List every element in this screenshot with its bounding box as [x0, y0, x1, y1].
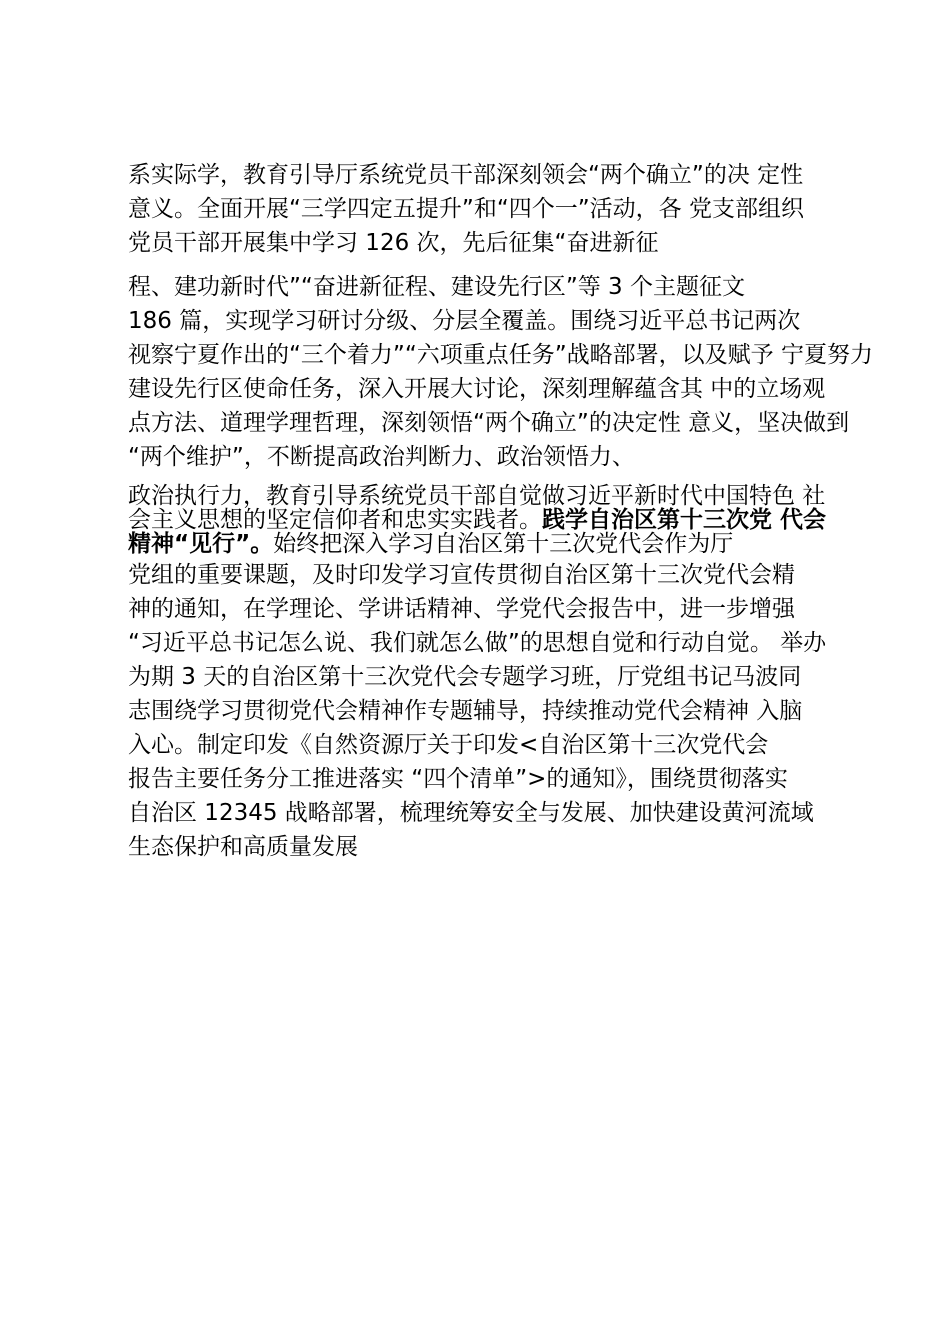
body-line: 党员干部开展集中学习 126 次，先后征集“奋进新征 — [128, 230, 659, 256]
body-line: 系实际学，教育引导厅系统党员干部深刻领会“两个确立”的决 定性 — [128, 162, 804, 188]
body-line: 意义。全面开展“三学四定五提升”和“四个一”活动，各 党支部组织 — [128, 196, 804, 222]
body-line: 建设先行区使命任务，深入开展大讨论，深刻理解蕴含其 中的立场观 — [128, 376, 826, 402]
body-line: 程、建功新时代”“奋进新征程、建设先行区”等 3 个主题征文 — [128, 274, 746, 300]
body-line — [128, 532, 858, 556]
body-line: 视察宁夏作出的“三个着力”“六项重点任务”战略部署，以及赋予 宁夏努力 — [128, 342, 873, 368]
body-line: 党组的重要课题，及时印发学习宣传贯彻自治区第十三次党代会精 — [128, 562, 795, 588]
body-line: 入心。制定印发《自然资源厅关于印发<自治区第十三次党代会 — [128, 732, 769, 758]
document-body — [128, 158, 873, 864]
body-line: 政治执行力，教育引导系统党员干部自觉做习近平新时代中国特色 社 — [128, 483, 826, 509]
section-heading: 精神“见行”。 — [128, 531, 274, 557]
body-line: 报告主要任务分工推进落实 “四个清单”>的通知》，围绕贯彻落实 — [128, 766, 788, 792]
body-line: “习近平总书记怎么说、我们就怎么做”的思想自觉和行动自觉。 举办 — [128, 630, 827, 656]
body-line: 186 篇，实现学习研讨分级、分层全覆盖。围绕习近平总书记两次 — [128, 308, 801, 334]
body-line: “两个维护”，不断提高政治判断力、政治领悟力、 — [128, 444, 635, 470]
body-line: 点方法、道理学理哲理，深刻领悟“两个确立”的决定性 意义，坚决做到 — [128, 410, 850, 436]
body-text: 会主义思想的坚定信仰者和忠实实践者。 — [128, 507, 542, 533]
body-text: 始终把深入学习自治区第十三次党代会作为厅 — [273, 531, 734, 557]
body-line: 神的通知，在学理论、学讲话精神、学党代会报告中，进一步增强 — [128, 596, 795, 622]
section-heading: 践学自治区第十三次党 代会 — [542, 507, 827, 533]
body-line: 志围绕学习贯彻党代会精神作专题辅导，持续推动党代会精神 入脑 — [128, 698, 803, 724]
body-line — [128, 508, 858, 532]
body-line: 自治区 12345 战略部署，梳理统筹安全与发展、加快建设黄河流域 — [128, 800, 814, 826]
body-line: 为期 3 天的自治区第十三次党代会专题学习班，厅党组书记马波同 — [128, 664, 802, 690]
body-line: 生态保护和高质量发展 — [128, 834, 358, 860]
